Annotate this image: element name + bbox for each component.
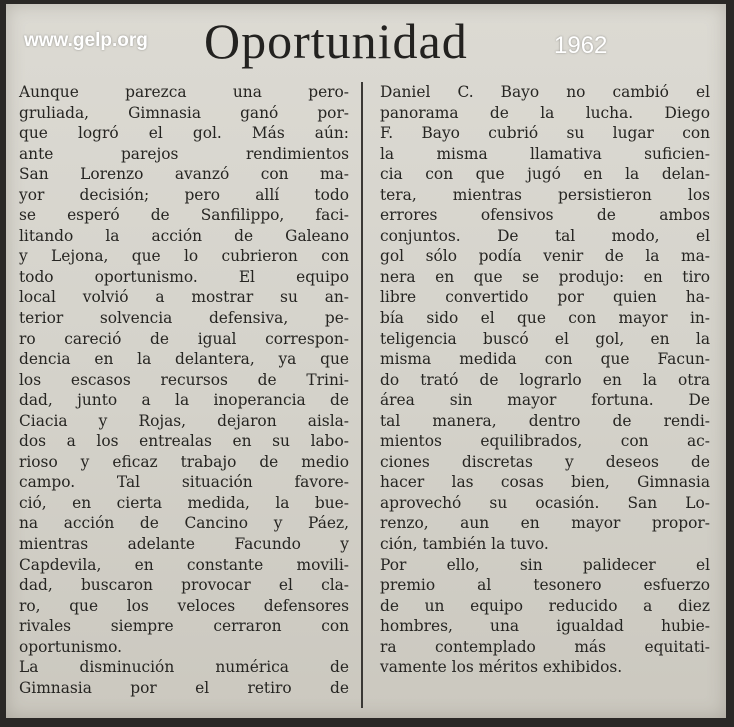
article-text-line: tera, mientras persistieron los bbox=[380, 185, 710, 204]
article-text-line: vamente los méritos exhibidos. bbox=[380, 658, 623, 677]
article-text-line: gol sólo podía venir de la ma- bbox=[380, 247, 710, 266]
article-column-right bbox=[380, 82, 710, 678]
article-text-line: Capdevila, en constante movili- bbox=[19, 555, 349, 574]
article-text-line: Por ello, sin palidecer el bbox=[380, 555, 710, 574]
article-text-line: libre convertido por quien ha- bbox=[380, 288, 710, 307]
article-text-line: área sin mayor fortuna. De bbox=[380, 391, 710, 410]
article-text-line: na acción de Cancino y Páez, bbox=[19, 514, 349, 533]
article-text-line: dad, buscaron provocar el cla- bbox=[19, 576, 349, 595]
article-text-line: teligencia buscó el gol, en la bbox=[380, 329, 710, 348]
article-text-line: que logró el gol. Más aún: bbox=[19, 124, 349, 143]
article-text-line: premio al tesonero esfuerzo bbox=[380, 576, 710, 595]
article-text-line: Gimnasia por el retiro de bbox=[19, 678, 349, 697]
article-text-line: errores ofensivos de ambos bbox=[380, 206, 710, 225]
article-column-left bbox=[19, 82, 349, 698]
article-text-line: aprovechó su ocasión. San Lo- bbox=[380, 493, 710, 512]
article-text-line: la misma llamativa suficien- bbox=[380, 144, 710, 163]
article-text-line: gruliada, Gimnasia ganó por- bbox=[19, 103, 349, 122]
article-text-line: oportunismo. bbox=[19, 637, 123, 656]
article-text-line: San Lorenzo avanzó con ma- bbox=[19, 165, 349, 184]
article-text-line: do trató de lograrlo en la otra bbox=[380, 370, 710, 389]
article-text-line: rioso y eficaz trabajo de medio bbox=[19, 452, 349, 471]
article-text-line: y Lejona, que lo cubrieron con bbox=[19, 247, 349, 266]
article-text-line: Aunque parezca una pero- bbox=[19, 83, 349, 101]
article-text-line: bía sido el que con mayor in- bbox=[380, 309, 710, 328]
article-text-line: conjuntos. De tal modo, el bbox=[380, 226, 710, 245]
article-text-line: rivales siempre cerraron con bbox=[19, 617, 349, 636]
article-text-line: ción, también la tuvo. bbox=[380, 535, 549, 554]
website-watermark: www.gelp.org bbox=[24, 30, 148, 51]
article-text-line: ro, que los veloces defensores bbox=[19, 596, 349, 615]
article-text-line: Daniel C. Bayo no cambió el bbox=[380, 83, 710, 101]
year-label: 1962 bbox=[554, 32, 608, 59]
article-text-line: hacer las cosas bien, Gimnasia bbox=[380, 473, 710, 492]
article-text-line: Ciacia y Rojas, dejaron aisla- bbox=[19, 411, 349, 430]
article-text-line: ció, en cierta medida, la bue- bbox=[19, 493, 349, 512]
article-text-line: dad, junto a la inoperancia de bbox=[19, 391, 349, 410]
article-text-line: terior solvencia defensiva, pe- bbox=[19, 309, 349, 328]
article-text-line: misma medida con que Facun- bbox=[380, 350, 710, 369]
column-divider bbox=[361, 82, 363, 708]
article-text-line: local volvió a mostrar su an- bbox=[19, 288, 349, 307]
article-text-line: ra contemplado más equitati- bbox=[380, 637, 710, 656]
article-text-line: litando la acción de Galeano bbox=[19, 226, 349, 245]
article-headline: Oportunidad bbox=[204, 13, 468, 69]
article-text-line: dos a los entrealas en su labo- bbox=[19, 432, 349, 451]
article-text-line: campo. Tal situación favore- bbox=[19, 473, 349, 492]
article-text-line: hombres, una igualdad hubie- bbox=[380, 617, 710, 636]
article-text-line: se esperó de Sanfilippo, faci- bbox=[19, 206, 349, 225]
article-text-line: tal manera, dentro de rendi- bbox=[380, 411, 710, 430]
article-text-line: ciones discretas y deseos de bbox=[380, 452, 710, 471]
article-text-line: nera en que se produjo: en tiro bbox=[380, 267, 710, 286]
article-text-line: renzo, aun en mayor propor- bbox=[380, 514, 710, 533]
article-text-line: panorama de la lucha. Diego bbox=[380, 103, 710, 122]
article-text-line: los escasos recursos de Trini- bbox=[19, 370, 349, 389]
article-text-line: mientos equilibrados, con ac- bbox=[380, 432, 710, 451]
article-text-line: yor decisión; pero allí todo bbox=[19, 185, 349, 204]
article-text-line: F. Bayo cubrió su lugar con bbox=[380, 124, 710, 143]
article-text-line: ro careció de igual correspon- bbox=[19, 329, 349, 348]
article-text-line: dencia en la delantera, ya que bbox=[19, 350, 349, 369]
article-text-line: todo oportunismo. El equipo bbox=[19, 267, 349, 286]
article-text-line: mientras adelante Facundo y bbox=[19, 535, 349, 554]
article-text-line: La disminución numérica de bbox=[19, 658, 349, 677]
article-text-line: cia con que jugó en la delan- bbox=[380, 165, 710, 184]
article-text-line: de un equipo reducido a diez bbox=[380, 596, 710, 615]
article-text-line: ante parejos rendimientos bbox=[19, 144, 349, 163]
